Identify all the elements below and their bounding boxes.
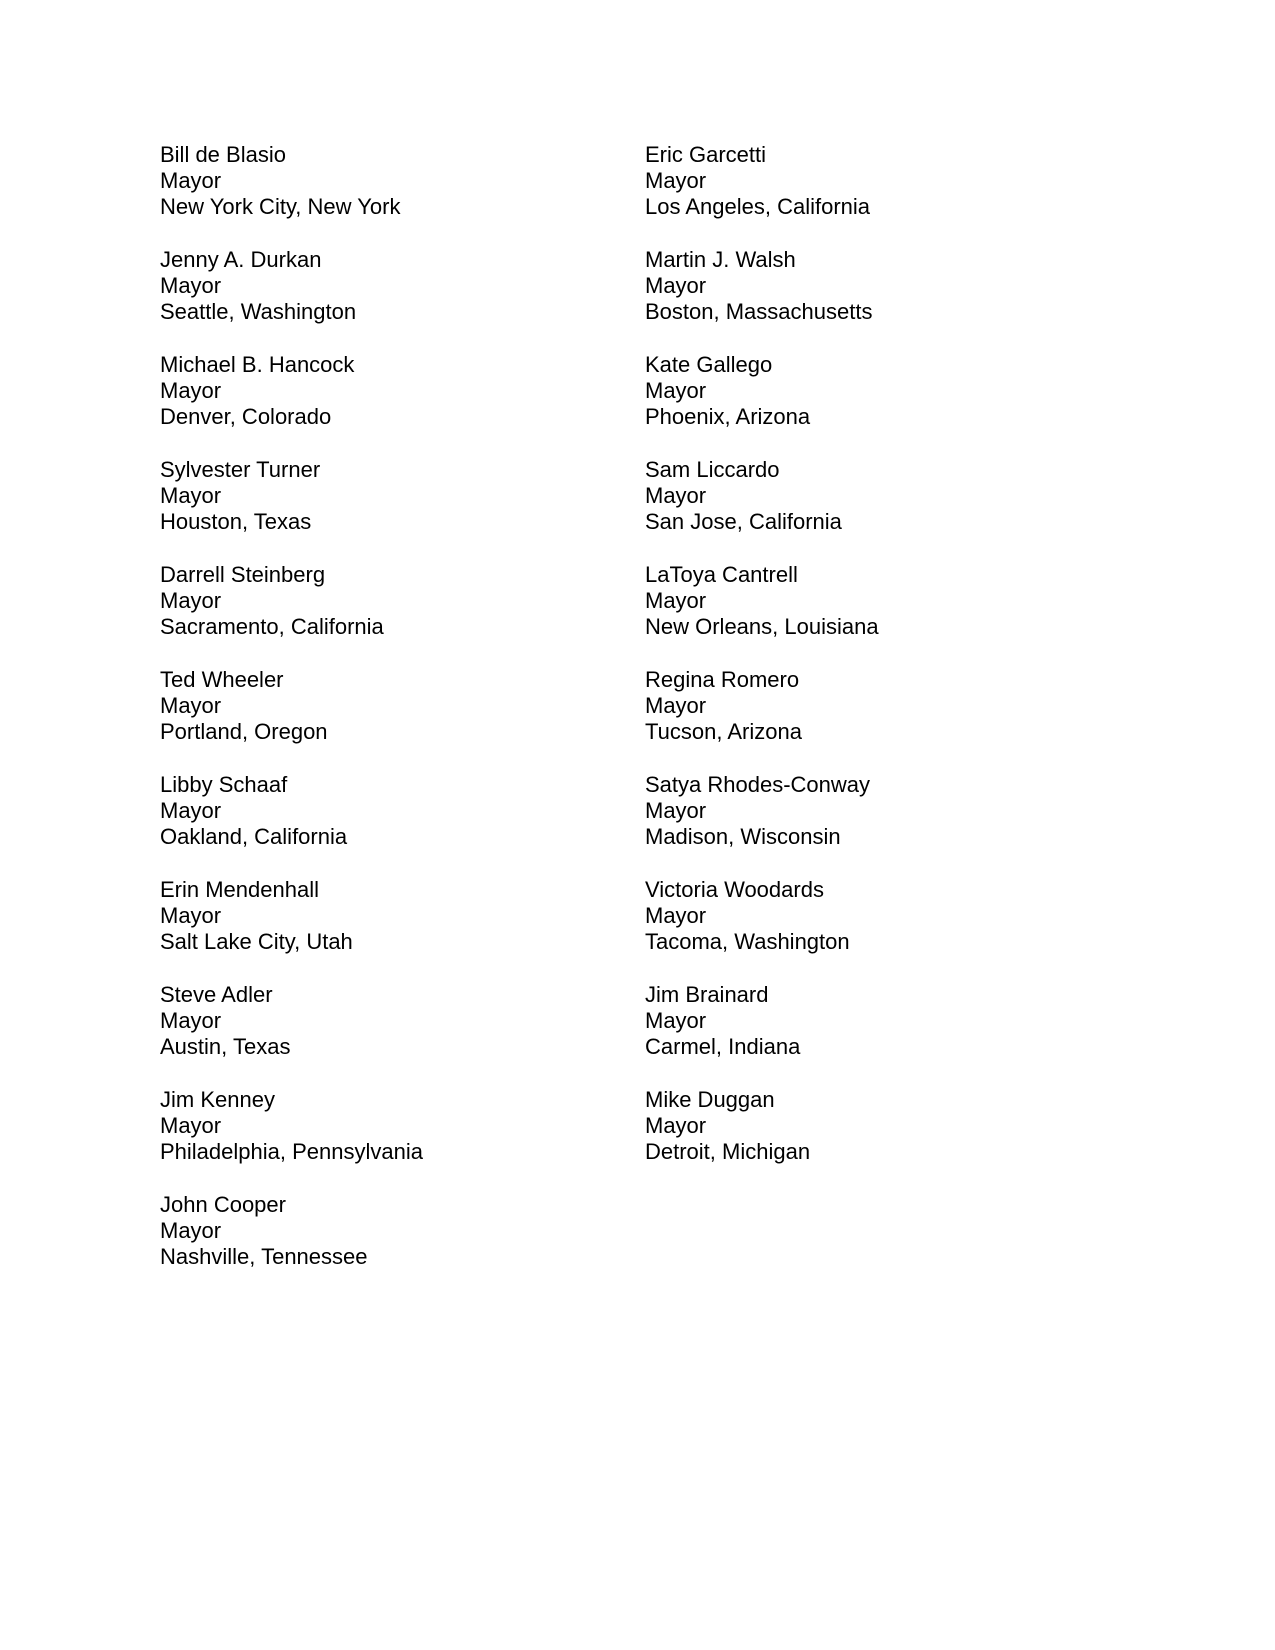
signatory-title: Mayor — [645, 693, 707, 718]
signatory-entry — [160, 247, 600, 352]
signatory-title: Mayor — [645, 168, 707, 193]
signatory-entry — [645, 457, 1085, 562]
signatory-location: Sacramento, California — [160, 614, 384, 639]
signatory-name: Jim Brainard — [645, 982, 769, 1007]
signatory-name: John Cooper — [160, 1192, 286, 1217]
signatory-location: Salt Lake City, Utah — [160, 929, 353, 954]
signatory-entry — [160, 667, 600, 772]
signatory-name: Sam Liccardo — [645, 457, 780, 482]
signatory-location: New York City, New York — [160, 194, 401, 219]
signatory-entry — [160, 877, 600, 982]
signatory-name: Darrell Steinberg — [160, 562, 326, 587]
signatory-location: Tucson, Arizona — [645, 719, 802, 744]
signatory-title: Mayor — [160, 1113, 222, 1138]
signatory-entry — [160, 982, 600, 1087]
signatory-location: Los Angeles, California — [645, 194, 871, 219]
signatory-title: Mayor — [160, 483, 222, 508]
signatory-entry — [160, 1087, 600, 1192]
signatory-entry — [645, 667, 1085, 772]
signatory-entry — [160, 562, 600, 667]
signatory-location: Boston, Massachusetts — [645, 299, 873, 324]
signatory-name: Martin J. Walsh — [645, 247, 796, 272]
signatory-name: Michael B. Hancock — [160, 352, 355, 377]
signatory-entry — [160, 352, 600, 457]
signatory-name: Kate Gallego — [645, 352, 773, 377]
signatory-entry — [160, 457, 600, 562]
signatory-location: Denver, Colorado — [160, 404, 332, 429]
signatory-location: Tacoma, Washington — [645, 929, 850, 954]
signatory-name: Libby Schaaf — [160, 772, 288, 797]
signatory-title: Mayor — [160, 798, 222, 823]
signatory-entry — [160, 772, 600, 877]
signatory-location: Carmel, Indiana — [645, 1034, 801, 1059]
signatory-title: Mayor — [160, 588, 222, 613]
signatory-title: Mayor — [645, 483, 707, 508]
signatory-title: Mayor — [160, 693, 222, 718]
signatory-name: Victoria Woodards — [645, 877, 824, 902]
signatory-title: Mayor — [160, 378, 222, 403]
signatory-title: Mayor — [160, 273, 222, 298]
signatory-title: Mayor — [645, 798, 707, 823]
signatory-entry — [645, 562, 1085, 667]
signatory-entry — [645, 772, 1085, 877]
signatory-title: Mayor — [160, 1218, 222, 1243]
signatory-entry — [645, 1087, 1085, 1192]
signatory-location: Phoenix, Arizona — [645, 404, 811, 429]
signatory-entry — [160, 1192, 600, 1297]
signatory-entry — [645, 982, 1085, 1087]
signatory-location: Oakland, California — [160, 824, 348, 849]
signatory-location: Portland, Oregon — [160, 719, 328, 744]
signatory-name: Steve Adler — [160, 982, 273, 1007]
signatory-title: Mayor — [645, 1008, 707, 1033]
signatory-name: Ted Wheeler — [160, 667, 284, 692]
signatory-name: Jim Kenney — [160, 1087, 275, 1112]
signatory-column-right — [645, 142, 1085, 1192]
signatory-name: Bill de Blasio — [160, 142, 286, 167]
signatory-location: Austin, Texas — [160, 1034, 291, 1059]
signatory-entry — [160, 142, 600, 247]
signatory-title: Mayor — [160, 1008, 222, 1033]
signatory-location: Detroit, Michigan — [645, 1139, 811, 1164]
signatory-location: New Orleans, Louisiana — [645, 614, 879, 639]
signatory-name: Mike Duggan — [645, 1087, 775, 1112]
signatory-entry — [645, 142, 1085, 247]
signatory-location: Seattle, Washington — [160, 299, 357, 324]
signatory-title: Mayor — [160, 168, 222, 193]
signatory-location: Philadelphia, Pennsylvania — [160, 1139, 423, 1164]
signatory-title: Mayor — [645, 378, 707, 403]
signatory-title: Mayor — [645, 1113, 707, 1138]
signatory-location: San Jose, California — [645, 509, 842, 534]
signatory-name: Satya Rhodes-Conway — [645, 772, 871, 797]
signatory-title: Mayor — [160, 903, 222, 928]
signatory-location: Houston, Texas — [160, 509, 312, 534]
signatory-location: Madison, Wisconsin — [645, 824, 841, 849]
signatory-entry — [645, 352, 1085, 457]
signatory-column-left — [160, 142, 600, 1297]
signatory-name: Erin Mendenhall — [160, 877, 319, 902]
signatory-name: Jenny A. Durkan — [160, 247, 322, 272]
signatory-entry — [645, 247, 1085, 352]
signatory-title: Mayor — [645, 903, 707, 928]
signatory-name: Eric Garcetti — [645, 142, 767, 167]
signatory-name: Regina Romero — [645, 667, 800, 692]
signatory-entry — [645, 877, 1085, 982]
signatory-name: LaToya Cantrell — [645, 562, 798, 587]
signatory-title: Mayor — [645, 273, 707, 298]
signatory-location: Nashville, Tennessee — [160, 1244, 368, 1269]
signatory-title: Mayor — [645, 588, 707, 613]
signatory-name: Sylvester Turner — [160, 457, 321, 482]
